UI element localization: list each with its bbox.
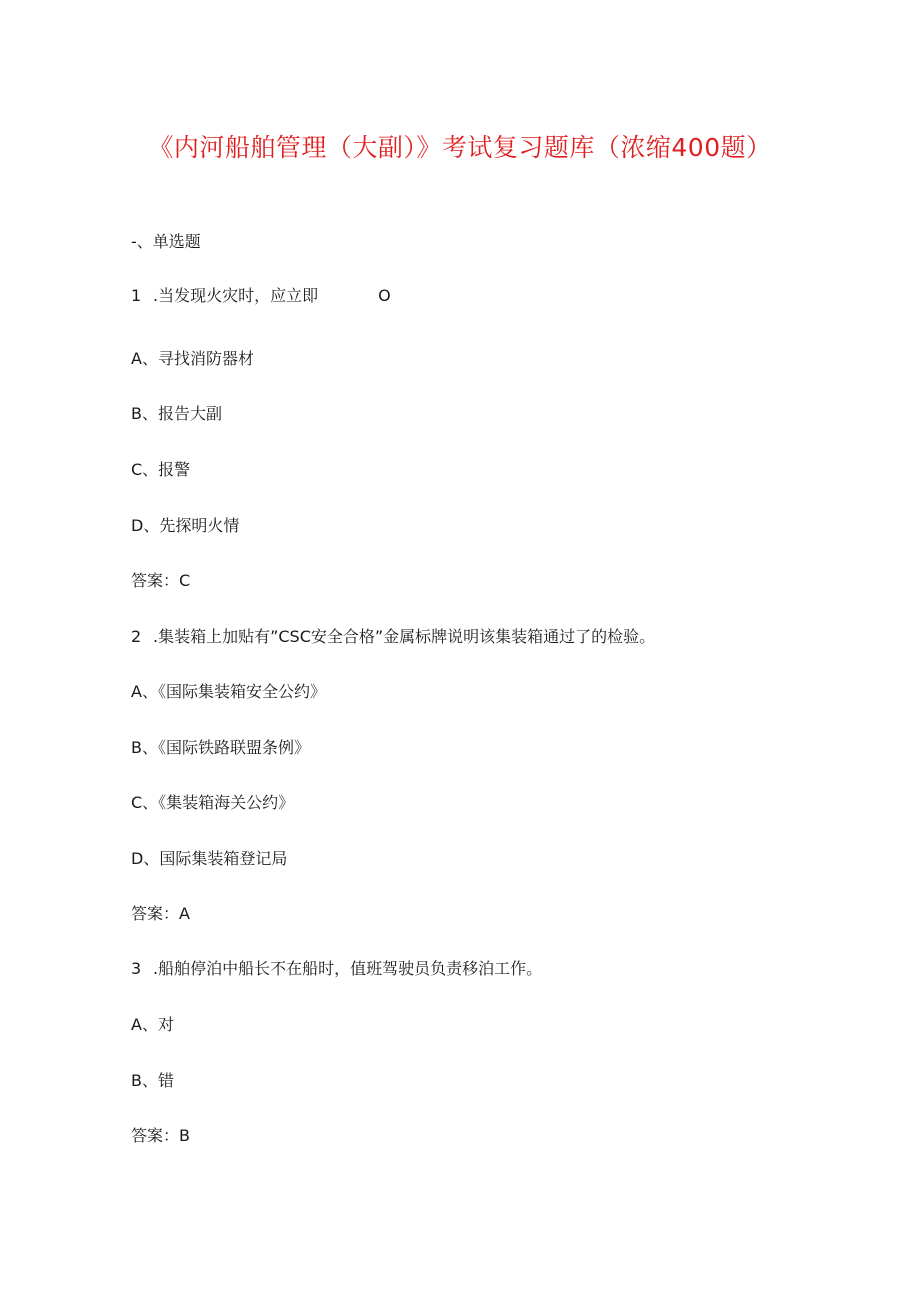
question-1-stem: .当发现火灾时，应立即 bbox=[153, 286, 319, 305]
question-2-option-b: B、《国际铁路联盟条例》 bbox=[131, 738, 310, 757]
question-2-answer: 答案：A bbox=[131, 904, 190, 923]
section-heading: -、单选题 bbox=[131, 232, 201, 251]
question-3-number: 3 bbox=[131, 959, 142, 978]
question-1-option-b: B、报告大副 bbox=[131, 404, 222, 423]
question-1-number: 1 bbox=[131, 286, 142, 305]
question-1-stem-line bbox=[131, 285, 391, 307]
question-3-option-a: A、对 bbox=[131, 1015, 174, 1034]
question-1-option-a: A、寻找消防器材 bbox=[131, 349, 254, 368]
question-3-answer: 答案：B bbox=[131, 1126, 190, 1145]
question-2-option-a: A、《国际集装箱安全公约》 bbox=[131, 682, 326, 701]
question-3-stem-line bbox=[131, 958, 542, 980]
question-2-number: 2 bbox=[131, 627, 142, 646]
question-3-option-b: B、错 bbox=[131, 1071, 174, 1090]
question-1-option-d: D、先探明火情 bbox=[131, 516, 240, 535]
document-title: 《内河船舶管理（大副）》考试复习题库（浓缩400题） bbox=[148, 133, 772, 162]
question-2-stem-line bbox=[131, 626, 655, 648]
question-2-option-c: C、《集装箱海关公约》 bbox=[131, 793, 295, 812]
question-1-option-c: C、报警 bbox=[131, 460, 191, 479]
question-1-answer: 答案：C bbox=[131, 571, 191, 590]
question-1-suffix: O bbox=[378, 286, 391, 305]
question-2-option-d: D、国际集装箱登记局 bbox=[131, 849, 288, 868]
question-2-stem: .集装箱上加贴有”CSC安全合格”金属标牌说明该集装箱通过了的检验。 bbox=[153, 627, 656, 646]
question-3-stem: .船舶停泊中船长不在船时，值班驾驶员负责移泊工作。 bbox=[153, 959, 543, 978]
